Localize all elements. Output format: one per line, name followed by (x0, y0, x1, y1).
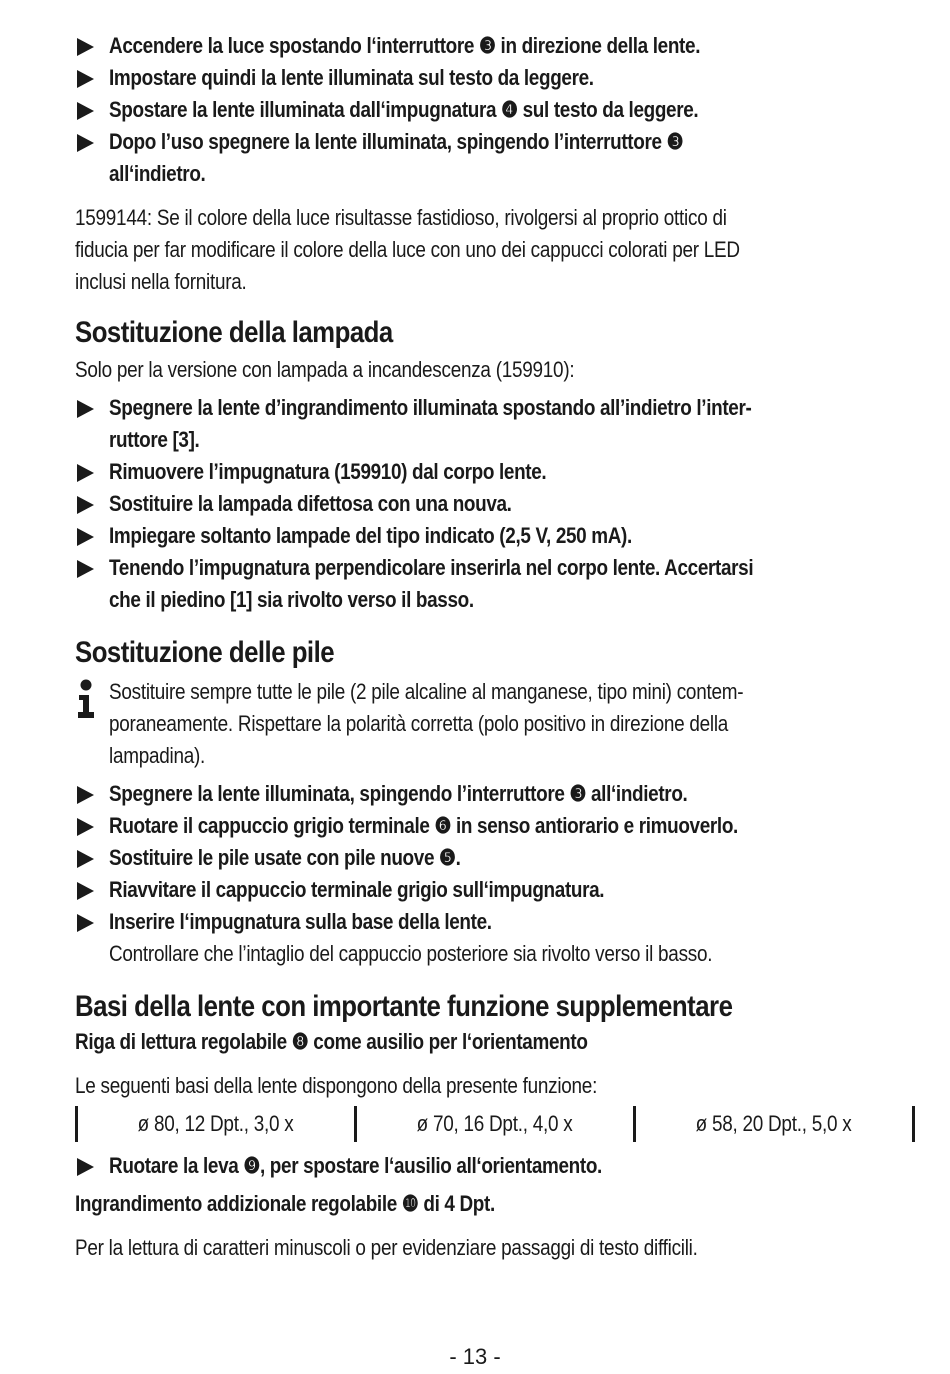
info-icon (75, 679, 97, 719)
step-item: Spegnere la lente illuminata, spingendo l’interruttore ❸ all‘indietro. (75, 778, 915, 810)
step-item: Accendere la luce spostando l‘interruttore ❸ in direzione della lente. (75, 30, 915, 62)
step-item: Spostare la lente illuminata dall‘impugnatura ❹ sul testo da leggere. (75, 94, 915, 126)
step-item: Impiegare soltanto lampade del tipo indicato (2,5 V, 250 mA). (75, 520, 915, 552)
subheading-reading-line: Riga di lettura regolabile ❽ come ausilio per l‘orientamento (75, 1029, 588, 1054)
step-item: Spegnere la lente d’ingrandimento illuminata spostando all’indietro l’inter- (75, 392, 915, 424)
arrow-icon (77, 400, 94, 418)
arrow-icon (77, 496, 94, 514)
arrow-icon (77, 882, 94, 900)
arrow-icon (77, 850, 94, 868)
subheading-magnification: Ingrandimento addizionale regolabile ❿ di 4 Dpt. (75, 1191, 495, 1216)
battery-steps (75, 778, 915, 970)
arrow-icon (77, 560, 94, 578)
arrow-icon (77, 528, 94, 546)
step-item: Ruotare il cappuccio grigio terminale ❻ in senso antiorario e rimuoverlo. (75, 810, 915, 842)
arrow-icon (77, 464, 94, 482)
lamp-steps (75, 392, 915, 616)
arrow-icon (77, 70, 94, 88)
arrow-icon (77, 102, 94, 120)
step-item: Dopo l’uso spegnere la lente illuminata, spingendo l’interruttore ❸ (75, 126, 915, 158)
note-1599144: 1599144: Se il colore della luce risultasse fastidioso, rivolgersi al proprio ottico di fiducia per far modificare il colore della luce con uno dei cappucci colorati per LED inclusi nella fornitura. (75, 205, 740, 294)
arrow-icon (77, 914, 94, 932)
page-number: - 13 - (449, 1344, 501, 1369)
section-heading-batteries: Sostituzione delle pile (75, 636, 335, 669)
step-note: Controllare che l’intaglio del cappuccio posteriore sia rivolto verso il basso. (109, 941, 713, 966)
step-item: Rimuovere l’impugnatura (159910) dal corpo lente. (75, 456, 915, 488)
lens-base-table (75, 1104, 915, 1144)
closing-text: Per la lettura di caratteri minuscoli o per evidenziare passaggi di testo difficili. (75, 1235, 698, 1260)
table-cell: ø 58, 20 Dpt., 5,0 x (633, 1106, 915, 1142)
step-continuation: ruttore [3]. (109, 427, 200, 452)
section-heading-lamp: Sostituzione della lampada (75, 316, 393, 349)
step-item: Tenendo l’impugnatura perpendicolare inserirla nel corpo lente. Accertarsi (75, 552, 915, 584)
step-item: Riavvitare il cappuccio terminale grigio sull‘impugnatura. (75, 874, 915, 906)
step-continuation: all‘indietro. (109, 161, 206, 186)
section-heading-bases: Basi della lente con importante funzione supplementare (75, 990, 733, 1023)
bases-intro: Le seguenti basi della lente dispongono della presente funzione: (75, 1073, 598, 1098)
step-item: Sostituire le pile usate con pile nuove ❺. (75, 842, 915, 874)
lamp-intro: Solo per la versione con lampada a incandescenza (159910): (75, 357, 575, 382)
step-item: Ruotare la leva ❾, per spostare l‘ausilio all‘orientamento. (75, 1150, 915, 1182)
arrow-icon (77, 1158, 94, 1176)
intro-steps (75, 30, 915, 190)
arrow-icon (77, 134, 94, 152)
step-item: Impostare quindi la lente illuminata sul testo da leggere. (75, 62, 915, 94)
info-note: Sostituire sempre tutte le pile (2 pile alcaline al manganese, tipo mini) contem- poraneamente. Rispettare la polarità corretta (polo positivo in direzione della lampadina). (75, 676, 915, 772)
step-item: Inserire l‘impugnatura sulla base della lente. (75, 906, 915, 938)
arrow-icon (77, 38, 94, 56)
table-cell: ø 70, 16 Dpt., 4,0 x (354, 1106, 633, 1142)
step-continuation: che il piedino [1] sia rivolto verso il basso. (109, 587, 474, 612)
arrow-icon (77, 818, 94, 836)
arrow-icon (77, 786, 94, 804)
step-item: Sostituire la lampada difettosa con una nouva. (75, 488, 915, 520)
table-cell: ø 80, 12 Dpt., 3,0 x (75, 1106, 354, 1142)
document-page (75, 30, 915, 1264)
